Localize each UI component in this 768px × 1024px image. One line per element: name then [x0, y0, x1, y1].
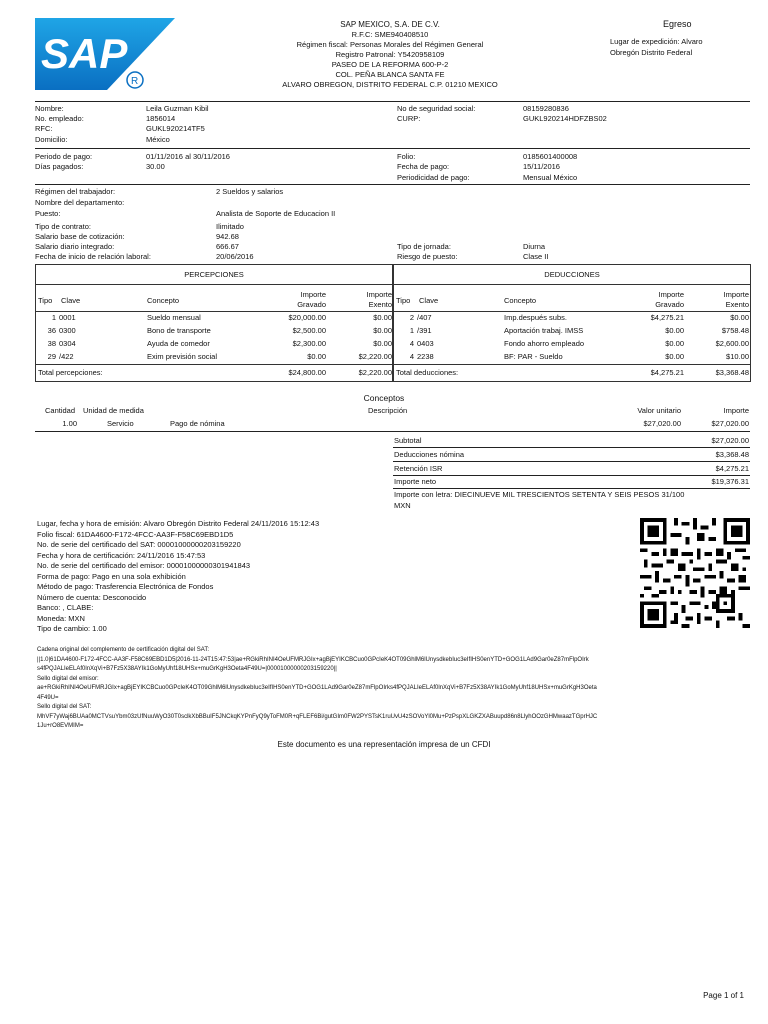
cadena-line2: s4fPQJALIeELAf0lnXqVi+B7Fz5X38AYIk1GoMyUhf18UHSx+muGrKgH3Oeta4F49U=|00001000000203159220||: [37, 666, 337, 672]
empleado-label: No. empleado:: [35, 114, 84, 123]
table-row: [394, 339, 750, 352]
deducciones-table: [393, 264, 751, 382]
company-address3: ALVARO OBREGON, DISTRITO FEDERAL C.P. 01210 MEXICO: [282, 80, 498, 89]
divider: [393, 475, 750, 476]
row-exento: $10.00: [726, 352, 749, 361]
row-tipo: 2: [409, 313, 414, 322]
col-gravado-1: Importe: [300, 290, 326, 299]
col-exento-1: Importe: [366, 290, 392, 299]
rfc-value: GUKL920214TF5: [146, 124, 205, 133]
regimen-value: 2 Sueldos y salarios: [216, 187, 284, 196]
col-unidad: Unidad de medida: [83, 406, 144, 415]
percepciones-total-row: [36, 364, 392, 381]
row-concepto: Sueldo mensual: [147, 313, 201, 322]
sbc-value: 942.68: [216, 232, 239, 241]
sello-sat-label: Sello digital del SAT:: [37, 704, 92, 710]
percepciones-title: PERCEPCIONES: [36, 265, 392, 285]
moneda: Moneda: MXN: [37, 613, 85, 623]
inicio-value: 20/06/2016: [216, 252, 254, 261]
row-clave: 0300: [59, 326, 76, 335]
deducciones-body: [394, 311, 750, 365]
lugar-line1: Lugar de expedición: Alvaro: [610, 37, 703, 46]
row-valor: $27,020.00: [643, 419, 681, 428]
col-concepto: Concepto: [504, 296, 537, 305]
company-rfc: R.F.C: SME940408510: [351, 30, 429, 39]
contrato-label: Tipo de contrato:: [35, 222, 92, 231]
emision-lugar: Lugar, fecha y hora de emisión: Alvaro Obregón Distrito Federal 24/11/2016 15:12:43: [37, 519, 320, 528]
table-row: [36, 313, 392, 326]
emision-block: [37, 519, 319, 635]
row-descripcion: Pago de nómina: [170, 419, 225, 428]
row-clave: 0001: [59, 313, 76, 322]
puesto-label: Puesto:: [35, 209, 61, 218]
retencion-value: $4,275.21: [715, 464, 749, 473]
serie-sat: No. de serie del certificado del SAT: 00001000000203159220: [37, 540, 241, 549]
total-label: Total deducciones:: [396, 368, 459, 377]
employee-row: [35, 135, 750, 146]
row-exento: $0.00: [730, 313, 749, 322]
row-concepto: Exim previsión social: [147, 352, 218, 361]
col-gravado-2: Gravado: [655, 300, 684, 309]
jornada-value: Diurna: [523, 242, 546, 251]
regimen-label: Régimen del trabajador:: [35, 187, 116, 196]
periodo-label: Periodo de pago:: [35, 152, 93, 161]
jornada-label: Tipo de jornada:: [397, 242, 451, 251]
domicilio-value: México: [146, 135, 170, 144]
labor-row: [35, 198, 750, 209]
sello-emisor-line2: 4F49U=: [37, 694, 59, 701]
row-exento: $0.00: [373, 326, 392, 335]
riesgo-value: Clase II: [523, 252, 549, 261]
percepciones-body: [36, 311, 392, 365]
row-unidad: Servicio: [107, 419, 134, 428]
periodicidad-value: Mensual México: [523, 173, 578, 182]
svg-text:R: R: [131, 76, 139, 87]
lugar-line2: Obregón Distrito Federal: [610, 48, 693, 57]
fecha-pago-label: Fecha de pago:: [397, 162, 450, 171]
fecha-certificacion: Fecha y hora de certificación: 24/11/2016 15:47:53: [37, 550, 206, 560]
doc-type: Egreso: [663, 19, 692, 29]
nombre-label: Nombre:: [35, 104, 64, 113]
row-clave: /422: [59, 352, 74, 361]
sello-sat-line1: MhVF7yWaj6BUAa0MCTVsuYbm03zUfNuuWyO30T0sclkXbBBuIF5JNCkqKYPnFyQ9yToFM0R+qFLEF6Bi/gutGIm0FW2PYSTsK1ruUvU4zSOVoYl0Mu+PzPspXLGKZXABuupd86n8LlyhOOzGHMwaazTGprHJC: [37, 713, 598, 720]
company-registro: Registro Patronal: Y5420958109: [335, 50, 445, 59]
cadena-line1: ||1.0|61DA4600-F172-4FCC-AA3F-F58C69EBD1D5|2016-11-24T15:47:53|ae+RGkiRhINI4OeUFMRJGIx+agBjEYIKCBCuo0GPcIeK4OT09GhlM6lUnysdkebIuc3eIfIHS0enYTD+GOG1LAd9Gar0eZ87mFlpOIrk: [37, 656, 589, 663]
row-concepto: BF: PAR - Sueldo: [504, 352, 563, 361]
row-exento: $0.00: [373, 339, 392, 348]
company-name: SAP MEXICO, S.A. DE C.V.: [340, 20, 440, 29]
dias-label: Días pagados:: [35, 162, 84, 171]
company-address2: COL. PEÑA BLANCA SANTA FE: [335, 70, 445, 79]
col-clave: Clave: [419, 296, 439, 305]
sellos-block: [37, 646, 597, 732]
row-tipo: 29: [47, 352, 56, 361]
row-gravado: $4,275.21: [650, 313, 684, 322]
row-clave: 0403: [417, 339, 434, 348]
divider: [35, 184, 750, 185]
retencion-label: Retención ISR: [394, 464, 443, 473]
sello-emisor-line1: ae+RGkiRhINI4OeUFMRJGIx+agBjEYIKCBCuo0GPcIeK4OT09GhlM6lUnysdkebIuc3eIfIHS0enYTD+GOG1LAd9Gar0eZ87mFlpOIrks4fPQJALIeELAf0lnXqVi+B7Fz5X38AYIk1GoMyUhf18UHSx+muGrKgH3Oeta: [37, 685, 597, 691]
sello-sat-line2: 1Ju+rO8EVMIM=: [37, 723, 84, 729]
nss-label: No de seguridad social:: [397, 104, 476, 113]
row-concepto: Aportación trabaj. IMSS: [504, 326, 584, 335]
totals-row: [35, 477, 750, 488]
deducciones-nomina-label: Deducciones nómina: [394, 450, 465, 459]
empleado-value: 1856014: [146, 114, 176, 123]
table-row: [394, 326, 750, 339]
row-clave: /407: [417, 313, 432, 322]
domicilio-label: Domicilio:: [35, 135, 68, 144]
row-exento: $758.48: [721, 326, 749, 335]
deducciones-total-row: [394, 364, 750, 381]
page-number: Page 1 of 1: [703, 991, 744, 1000]
col-concepto: Concepto: [147, 296, 180, 305]
divider: [393, 447, 750, 448]
qr-code: [640, 517, 750, 629]
row-gravado: $20,000.00: [288, 313, 326, 322]
deducciones-header: [394, 285, 750, 313]
metodo-pago: Método de pago: Trasferencia Electrónica de Fondos: [37, 582, 214, 591]
row-tipo: 4: [409, 339, 414, 348]
riesgo-label: Riesgo de puesto:: [397, 252, 458, 261]
importe-letra-2: MXN: [394, 501, 411, 510]
labor-row: [35, 252, 750, 263]
company-regimen: Régimen fiscal: Personas Morales del Régimen General: [296, 40, 484, 49]
periodo-value: 01/11/2016 al 30/11/2016: [146, 152, 230, 161]
deducciones-nomina-value: $3,368.48: [715, 450, 749, 459]
cadena-label: Cadena original del complemento de certificación digital del SAT:: [37, 647, 209, 653]
folio-value: 0185601400008: [523, 152, 578, 161]
row-exento: $2,220.00: [358, 352, 392, 361]
sdi-value: 666.67: [216, 242, 239, 251]
total-label: Total percepciones:: [38, 368, 103, 377]
totals-row: [35, 490, 750, 501]
company-address1: PASEO DE LA REFORMA 600-P-2: [331, 60, 449, 69]
folio-fiscal: Folio fiscal: 61DA4600-F172-4FCC-AA3F-F58C69EBD1D5: [37, 529, 234, 539]
row-gravado: $2,300.00: [292, 339, 326, 348]
col-exento-2: Exento: [725, 300, 749, 309]
row-concepto: Fondo ahorro empleado: [504, 339, 585, 348]
sap-logo: [35, 18, 175, 90]
row-tipo: 4: [409, 352, 414, 361]
row-tipo: 1: [409, 326, 414, 335]
percepciones-table: [35, 264, 393, 382]
sello-emisor-label: Sello digital del emisor:: [37, 675, 99, 682]
col-descripcion: Descripción: [368, 406, 408, 415]
total-exento: $3,368.48: [715, 368, 749, 377]
neto-value: $19,376.31: [711, 477, 749, 486]
forma-pago: Forma de pago: Pago en una sola exhibición: [37, 571, 186, 581]
col-tipo: Tipo: [396, 296, 411, 305]
puesto-value: Analista de Soporte de Educacion II: [216, 209, 336, 218]
divider: [393, 461, 750, 462]
total-gravado: $4,275.21: [650, 368, 684, 377]
row-gravado: $0.00: [307, 352, 326, 361]
serie-emisor: No. de serie del certificado del emisor: 00001000000301941843: [37, 561, 251, 570]
row-tipo: 38: [47, 339, 56, 348]
fecha-pago-value: 15/11/2016: [523, 162, 560, 171]
period-row: [35, 162, 750, 173]
row-gravado: $0.00: [665, 339, 684, 348]
totals-row: [35, 501, 750, 512]
conceptos-header: [35, 406, 750, 417]
curp-value: GUKL920214HDFZBS02: [523, 114, 607, 123]
inicio-label: Fecha de inicio de relación laboral:: [35, 252, 151, 261]
col-clave: Clave: [61, 296, 81, 305]
row-concepto: Bono de transporte: [147, 326, 211, 335]
labor-row: [35, 187, 750, 198]
percepciones-header: [36, 285, 392, 313]
row-concepto: Ayuda de comedor: [147, 339, 210, 348]
divider: [35, 148, 750, 149]
row-cantidad: 1.00: [62, 419, 77, 428]
table-row: [36, 339, 392, 352]
col-valor: Valor unitario: [637, 406, 681, 415]
employee-row: [35, 124, 750, 135]
svg-text:SAP: SAP: [41, 30, 128, 77]
labor-row: [35, 209, 750, 220]
row-importe: $27,020.00: [711, 419, 749, 428]
row-clave: 0304: [59, 339, 76, 348]
col-gravado-2: Gravado: [297, 300, 326, 309]
row-tipo: 36: [47, 326, 56, 335]
rfc-label: RFC:: [35, 124, 53, 133]
banco: Banco: , CLABE:: [37, 603, 94, 612]
row-exento: $2,600.00: [715, 339, 749, 348]
subtotal-value: $27,020.00: [711, 436, 749, 445]
subtotal-label: Subtotal: [394, 436, 422, 445]
dias-value: 30.00: [146, 162, 165, 171]
cfdi-note: Este documento es una representación impresa de un CFDI: [277, 740, 491, 749]
conceptos-row: [35, 419, 750, 430]
importe-letra: Importe con letra: DIECINUEVE MIL TRESCIENTOS SETENTA Y SEIS PESOS 31/100: [394, 490, 685, 499]
curp-label: CURP:: [397, 114, 421, 123]
nss-value: 08159280836: [523, 104, 569, 113]
lugar-expedicion: [610, 36, 703, 58]
row-clave: 2238: [417, 352, 434, 361]
sbc-label: Salario base de cotización:: [35, 232, 125, 241]
nombre-value: Leila Guzman Kibil: [146, 104, 209, 113]
divider: [393, 488, 750, 489]
neto-label: Importe neto: [394, 477, 437, 486]
col-importe: Importe: [723, 406, 749, 415]
total-gravado: $24,800.00: [288, 368, 326, 377]
totals-row: [35, 464, 750, 475]
period-row: [35, 173, 750, 184]
folio-label: Folio:: [397, 152, 416, 161]
divider: [35, 431, 750, 432]
row-gravado: $2,500.00: [292, 326, 326, 335]
total-exento: $2,220.00: [358, 368, 392, 377]
deducciones-title: DEDUCCIONES: [394, 265, 750, 285]
col-exento-2: Exento: [368, 300, 392, 309]
depto-label: Nombre del departamento:: [35, 198, 125, 207]
col-tipo: Tipo: [38, 296, 53, 305]
row-exento: $0.00: [373, 313, 392, 322]
table-row: [36, 326, 392, 339]
periodicidad-label: Periodicidad de pago:: [397, 173, 470, 182]
numero-cuenta: Número de cuenta: Desconocido: [37, 592, 147, 602]
table-row: [394, 313, 750, 326]
tipo-cambio: Tipo de cambio: 1.00: [37, 624, 107, 633]
row-gravado: $0.00: [665, 326, 684, 335]
row-tipo: 1: [51, 313, 56, 322]
sdi-label: Salario diario integrado:: [35, 242, 115, 251]
totals-row: [35, 450, 750, 461]
row-concepto: Imp.después subs.: [504, 313, 567, 322]
divider: [35, 101, 750, 102]
col-cantidad: Cantidad: [45, 406, 76, 415]
row-clave: /391: [417, 326, 432, 335]
row-gravado: $0.00: [665, 352, 684, 361]
conceptos-title: Conceptos: [363, 393, 405, 403]
totals-row: [35, 436, 750, 447]
company-header: [240, 20, 540, 90]
contrato-value: Ilimitado: [216, 222, 244, 231]
col-exento-1: Importe: [723, 290, 749, 299]
col-gravado-1: Importe: [658, 290, 684, 299]
